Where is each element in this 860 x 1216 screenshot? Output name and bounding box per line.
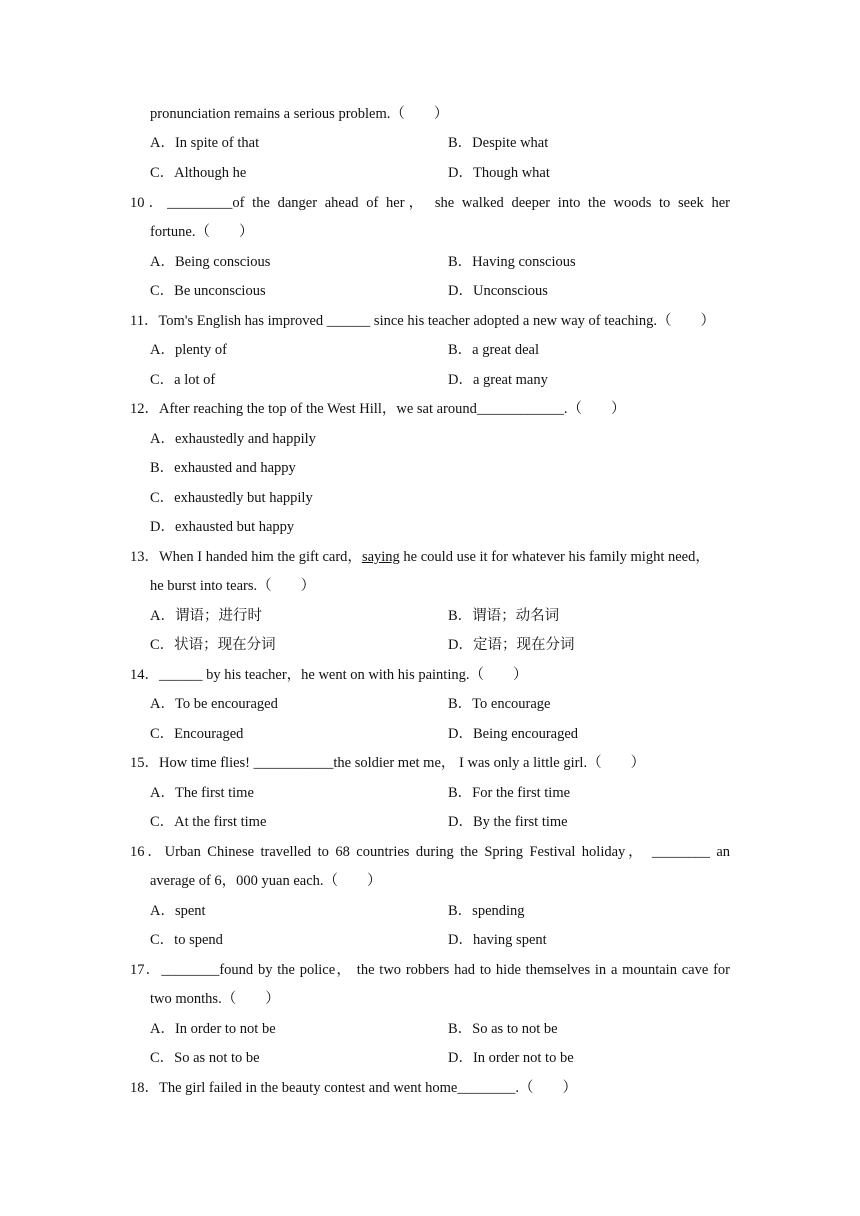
q15-option-c: C．At the first time — [150, 814, 267, 830]
q10-option-a: A．Being conscious — [150, 254, 271, 270]
q14-option-a: A．To be encouraged — [150, 696, 278, 712]
q16-option-d: D．having spent — [448, 932, 547, 948]
q13-underlined-word: saying — [361, 549, 400, 565]
q18-stem: 18．The girl failed in the beauty contest and went home________.（ ） — [130, 1080, 577, 1096]
q10-option-d: D．Unconscious — [448, 283, 548, 299]
q14-stem: 14．______ by his teacher，he went on with his painting.（ ） — [130, 667, 528, 683]
q14-option-c: C．Encouraged — [150, 726, 244, 742]
q16-stem: 16．Urban Chinese travelled to 68 countries during the Spring Festival holiday， ________ an — [130, 844, 730, 860]
q16-option-b: B．spending — [448, 903, 525, 919]
q17-option-d: D．In order not to be — [448, 1050, 574, 1066]
q13-option-a: A．谓语；进行时 — [150, 608, 262, 624]
q13-stem — [130, 548, 710, 566]
q9-option-d: D．Though what — [448, 165, 550, 181]
q9-option-c: C．Although he — [150, 165, 247, 181]
q9-option-b: B．Despite what — [448, 135, 549, 151]
q11-option-b: B．a great deal — [448, 342, 539, 358]
q13-stem-line2: he burst into tears.（ ） — [150, 578, 316, 594]
q13-option-c: C．状语；现在分词 — [150, 637, 276, 653]
q17-stem: 17．________found by the police， the two robbers had to hide themselves in a mountain cave for — [130, 962, 730, 978]
q15-option-b: B．For the first time — [448, 785, 571, 801]
q17-option-c: C．So as not to be — [150, 1050, 260, 1066]
q15-option-a: A．The first time — [150, 785, 254, 801]
q11-option-d: D．a great many — [448, 372, 548, 388]
q10-option-b: B．Having conscious — [448, 254, 576, 270]
q9-stem-continuation: pronunciation remains a serious problem.（ ） — [150, 106, 449, 122]
q11-option-a: A．plenty of — [150, 342, 227, 358]
q12-option-a: A．exhaustedly and happily — [150, 431, 316, 447]
q16-stem-line2: average of 6，000 yuan each.（ ） — [150, 873, 382, 889]
q13-option-d: D．定语；现在分词 — [448, 637, 575, 653]
q10-stem-line2: fortune.（ ） — [150, 224, 254, 240]
q10-stem: 10．_________of the danger ahead of her， she walked deeper into the woods to seek her — [130, 195, 730, 211]
q12-option-b: B．exhausted and happy — [150, 460, 296, 476]
q16-option-c: C．to spend — [150, 932, 223, 948]
q11-option-c: C．a lot of — [150, 372, 216, 388]
q17-option-b: B．So as to not be — [448, 1021, 558, 1037]
q15-option-d: D．By the first time — [448, 814, 568, 830]
q17-option-a: A．In order to not be — [150, 1021, 276, 1037]
q9-option-a: A．In spite of that — [150, 135, 260, 151]
q13-stem-pre: 13．When I handed him the gift card， — [130, 549, 362, 565]
q13-option-b: B．谓语；动名词 — [448, 608, 560, 624]
q12-option-d: D．exhausted but happy — [150, 519, 295, 535]
q16-option-a: A．spent — [150, 903, 206, 919]
q14-option-b: B．To encourage — [448, 696, 551, 712]
q11-stem: 11．Tom's English has improved ______ since his teacher adopted a new way of teaching.（ ） — [130, 313, 715, 329]
q12-option-c: C．exhaustedly but happily — [150, 490, 313, 506]
q12-stem: 12．After reaching the top of the West Hill，we sat around____________.（ ） — [130, 401, 626, 417]
q15-stem: 15．How time flies! ___________the soldier met me， I was only a little girl.（ ） — [130, 755, 646, 771]
q17-stem-line2: two months.（ ） — [150, 991, 280, 1007]
q10-option-c: C．Be unconscious — [150, 283, 266, 299]
q13-stem-post: he could use it for whatever his family might need， — [399, 549, 710, 565]
q14-option-d: D．Being encouraged — [448, 726, 579, 742]
